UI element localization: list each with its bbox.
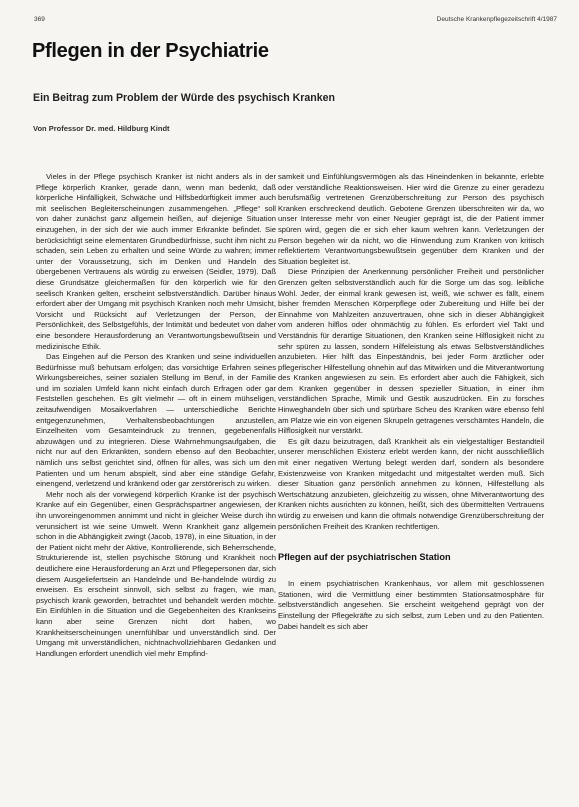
column-right [278, 172, 544, 802]
paragraph: Vieles in der Pflege psychisch Kranker ist nicht anders als in der Pflege körperlich Kranker, gerade dann, wenn man bedenkt, daß körperliche Hinfälligkeit, Schwäche und Hilfsbedürftigkeit immer auch mit seelischen Begleiterscheinungen zusammengehen. „Pflege“ soll von daher zunächst ganz allgemein heißen, auf diejenige Situation einzugehen, in der sich der wie auch immer Erkrankte befindet. Sie berücksichtigt seine elementaren Grundbedürfnisse, sucht ihm nicht zu schaden, sein Leben zu erhalten und seine Würde zu wahren; immer unter der Voraussetzung, sich im Denken und Handeln des übergebenen Vertrauens als würdig zu erweisen (Seidler, 1979). Daß diese Grundsätze gleichermaßen für den körperlich wie für den seelisch Kranken gelten, erscheint selbstverständlich. Darüber hinaus erfordert aber der Umgang mit psychisch Kranken noch mehr Umsicht, Vorsicht und Rücksicht auf Verletzungen der Person, der Persönlichkeit, des Selbstgefühls, der Intimität und bedeutet von daher eine besondere Herausforderung an Verantwortungsbewußtsein und medizinische Ethik. [36, 172, 276, 351]
paragraph: In einem psychiatrischen Krankenhaus, vor allem mit geschlossenen Stationen, wird die Vermittlung einer bestimmten Stationsatmosphäre für selbstverständlich angesehen. Sie erscheint weitgehend geprägt von der Einstellung der Pflegekräfte zu sich selbst, zum Leben und zu den Patienten. Dabei handelt es sich aber [278, 579, 544, 631]
page-number: 369 [34, 16, 45, 23]
paragraph: samkeit und Einfühlungsvermögen als das Hineindenken in bekannte, erlebte oder verständliche Reaktionsweisen. Hier wird die Grenze zu einer geradezu berufsmäßig vertretenen Grenzüberschreitung zur Person des psychisch Kranken erschreckend deutlich. Gebotene Grenzen überschreiten wir da, wo unser Interesse mehr von einer Neugier geprägt ist, die der Patient immer spüren wird, gegen die er sich eher kaum wehren kann. Verletzungen der Person begehen wir da nicht, wo die Hinwendung zum Kranken von kritisch reflektiertem Verantwortungsbewußtsein gegenüber dem Kranken und der Situation begleitet ist. [278, 172, 544, 266]
paragraph: Das Eingehen auf die Person des Kranken und seine individuellen Bedürfnisse muß behutsam erfolgen; das vorsichtige Erfahren seines Wirkungsbereiches, seiner sozialen Stellung im Beruf, in der Familie und im sozialen Umfeld kann nicht einfach durch Erfragen oder gar Feststellen geschehen. Es gilt vielmehr — oft in einem mühseligen, zeitaufwendigen Mosaikverfahren — unterschiedliche Berichte entgegenzunehmen, Verhaltensbeobachtungen anzustellen, Einzelheiten vom Gesamteindruck zu trennen, gegebenenfalls abzuwägen und zu integrieren. Diese Wahrnehmungsaufgaben, die nicht nur auf den Erkrankten, sondern ebenso auf den Beobachter, nämlich uns selbst gerichtet sind, öffnen für alles, was sich um den Patienten und um herum abspielt, sind aber eine ständige Gefahr, einengend, verletzend und kränkend oder gar zerstörerisch zu wirken. [36, 352, 276, 489]
article-title: Pflegen in der Psychiatrie [32, 40, 269, 62]
paragraph: Mehr noch als der vorwiegend körperlich Kranke ist der psychisch Kranke auf ein Gegenüber, einen Gesprächspartner angewiesen, der ihn unvoreingenommen annimmt und nicht in gleicher Weise durch ihn verunsichert ist wie seine Umwelt. Wenn Krankheit ganz allgemein schon in die Abhängigkeit zwingt (Jacob, 1978), in eine Situation, in der der Patient nicht mehr der Aktive, Kontrollierende, sich Beherrschende, Strukturierende ist, stellen psychische Störung und Krankheit noch deutlichere eine Herausforderung an Arzt und Pflegepersonen dar, sich diesem Ausgeliefertsein an Handelnde und Be-handelnde würdig zu erweisen. Es erscheint sinnvoll, sich selbst zu fragen, wie man, psychisch krank geworden, betrachtet und behandelt werden möchte. Ein Einfühlen in die Situation und die Gegebenheiten des Krankseins kann aber seine Grenzen nicht dort haben, wo Krankheitserscheinungen unernfühlbar und unverständlich sind. Der Umgang mit unverständlichen, nichtnachvollziehbaren Gedanken und Handlungen erfordert unendlich viel mehr Empfind- [36, 489, 276, 658]
section-heading: Pflegen auf der psychiatrischen Station [278, 552, 451, 563]
article-subtitle: Ein Beitrag zum Problem der Würde des psychisch Kranken [33, 92, 335, 104]
column-left [36, 172, 276, 802]
article-author: Von Professor Dr. med. Hildburg Kindt [33, 124, 170, 133]
journal-name: Deutsche Krankenpflegezeitschrift 4/1987 [436, 16, 557, 23]
running-head [34, 16, 557, 23]
paragraph: Diese Prinzipien der Anerkennung persönlicher Freiheit und persönlicher Grenzen gelten selbstverständlich auch für die Sorge um das sog. leibliche Wohl. Jeder, der einmal krank gewesen ist, weiß, wie schwer es fällt, einem bisher fremden Menschen Körperpflege oder Zubereitung und Hilfe bei der Einnahme von Mahlzeiten anzuvertrauen, ohne sich in dieser Abhängigkeit vom anderen hilflos oder ohnmächtig zu fühlen. Es erfordert viel Takt und Verständnis für derartige Situationen, den Kranken seine Hilflosigkeit nicht zu sehr spüren zu lassen, sondern Hilfeleistung als etwas Selbstverständliches anzubieten. Hier hilft das Einpeständnis, bei jeder Form ärztlicher oder pflegerischer Hilfestellung ohnehin auf das Mitwirken und die Mitverantwortung des Kranken angewiesen zu sein. Es erfordert aber auch die Fähigkeit, sich dem Kranken gegenüber in dessen spezieller Situation, in einer ihm verständlichen Sprache, Mimik und Gestik auszudrücken. Ein zu forsches Hinweghandeln über sich und spürbare Scheu des Kranken wäre ebenso fehl am Platze wie ein von eigenen Skrupeln getragenes verschämtes Handeln, die Hilflosigkeit nur verstärkt. [278, 267, 544, 436]
paragraph: Es gilt dazu beizutragen, daß Krankheit als ein vielgestaltiger Bestandteil unserer menschlichen Existenz erlebt werden kann, der nicht ausschließlich mit einer negativen Wertung belegt werden darf, sondern als besondere Existenzweise von Kranken mitgedacht und mitgestaltet werden muß. Sich dieser Situation ganz persönlich annehmen zu können, Hilfestellung als Wertschätzung anzubieten, gleichzeitig zu wissen, ohne Mitverantwortung des Kranken nichts ausrichten zu können, heißt, sich des übermittelten Vertrauens würdig zu erweisen und kann die oftmals notwendige Grenzüberschreitung der persönlichen Freiheit des Kranken rechtfertigen. [278, 436, 544, 531]
